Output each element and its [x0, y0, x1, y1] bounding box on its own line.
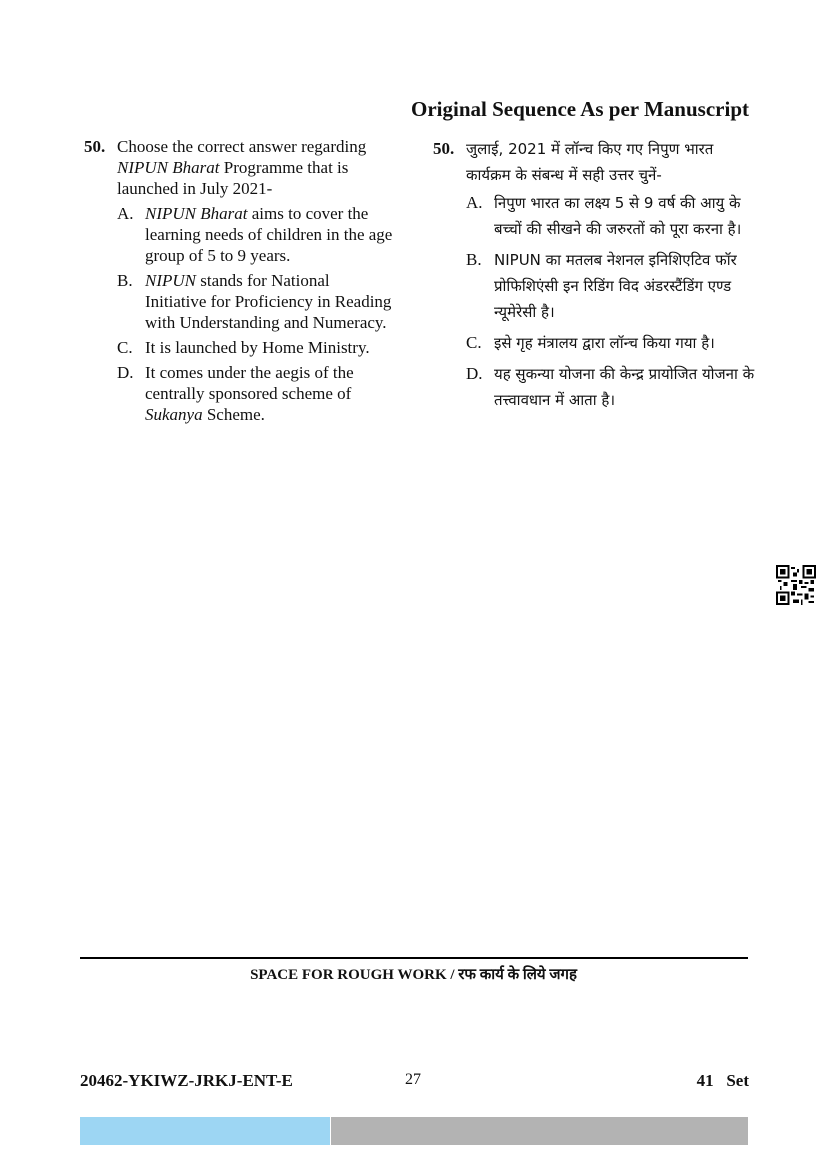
- option-letter: A.: [466, 193, 483, 212]
- option-letter: D.: [117, 363, 134, 382]
- option-list: [84, 203, 394, 425]
- footer-bar-grey: [331, 1117, 748, 1145]
- text-segment: Programme that is launched in July 2021-: [117, 158, 349, 198]
- option-letter: C.: [466, 333, 482, 352]
- text-segment: Scheme.: [202, 405, 265, 424]
- option-text: [145, 203, 394, 266]
- question-number: 50.: [84, 137, 106, 156]
- option-letter: D.: [466, 364, 483, 383]
- option-item-hindi: [466, 190, 758, 242]
- option-letter: B.: [117, 271, 133, 290]
- paper-code: 20462-YKIWZ-JRKJ-ENT-E: [80, 1071, 293, 1090]
- text-segment: It comes under the aegis of the centrally sponsored scheme of: [145, 363, 354, 403]
- italic-term: NIPUN Bharat: [117, 158, 220, 177]
- option-letter: C.: [117, 338, 133, 357]
- option-item: [117, 362, 394, 425]
- option-item-hindi: [466, 330, 758, 356]
- rough-work-divider: [80, 957, 748, 959]
- set-number: 41 Set: [696, 1071, 749, 1090]
- question-english: [84, 136, 394, 429]
- qr-code-icon: [776, 565, 816, 605]
- option-list-hindi: [433, 190, 758, 413]
- question-hindi: [433, 136, 758, 418]
- text-segment: Choose the correct answer regarding: [117, 137, 367, 156]
- page-number: 27: [405, 1071, 421, 1088]
- page-heading: Original Sequence As per Manuscript: [411, 97, 749, 121]
- question-number-hindi: 50.: [433, 139, 455, 158]
- option-text: [145, 362, 394, 425]
- question-text: [117, 136, 394, 199]
- rough-work-label: SPACE FOR ROUGH WORK / रफ कार्य के लिये जगह: [250, 967, 577, 983]
- option-letter: A.: [117, 204, 134, 223]
- italic-term: NIPUN: [145, 271, 196, 290]
- option-item-hindi: [466, 247, 758, 325]
- text-segment: It is launched by Home Ministry.: [145, 338, 370, 357]
- option-item: [117, 337, 394, 358]
- option-letter: B.: [466, 250, 482, 269]
- option-item: [117, 270, 394, 333]
- option-item: [117, 203, 394, 266]
- question-text-hindi: जुलाई, 2021 में लॉन्च किए गए निपुण भारत कार्यक्रम के संबन्ध में सही उत्तर चुनें-: [466, 140, 714, 184]
- option-text-hindi: यह सुकन्या योजना की केन्द्र प्रायोजित योजना के तत्त्वावधान में आता है।: [494, 365, 755, 409]
- option-text: [145, 270, 394, 333]
- option-item-hindi: [466, 361, 758, 413]
- footer-bar-blue: [80, 1117, 330, 1145]
- option-text-hindi: NIPUN का मतलब नेशनल इनिशिएटिव फॉर प्रोफिशिएंसी इन रिडिंग विद अंडरस्टैंडिंग एण्ड न्यूमेरेसी है।: [494, 251, 737, 321]
- italic-term: Sukanya: [145, 405, 203, 424]
- text-segment: aims to cover the learning needs of children in the age group of 5 to 9 years.: [145, 204, 393, 265]
- option-text: [145, 337, 394, 358]
- italic-term: NIPUN Bharat: [145, 204, 248, 223]
- option-text-hindi: निपुण भारत का लक्ष्य 5 से 9 वर्ष की आयु के बच्चों की सीखने की जरुरतों को पूरा करना है।: [494, 194, 742, 238]
- option-text-hindi: इसे गृह मंत्रालय द्वारा लॉन्च किया गया है।: [494, 334, 715, 352]
- text-segment: stands for National Initiative for Proficiency in Reading with Understanding and Numeracy.: [145, 271, 392, 332]
